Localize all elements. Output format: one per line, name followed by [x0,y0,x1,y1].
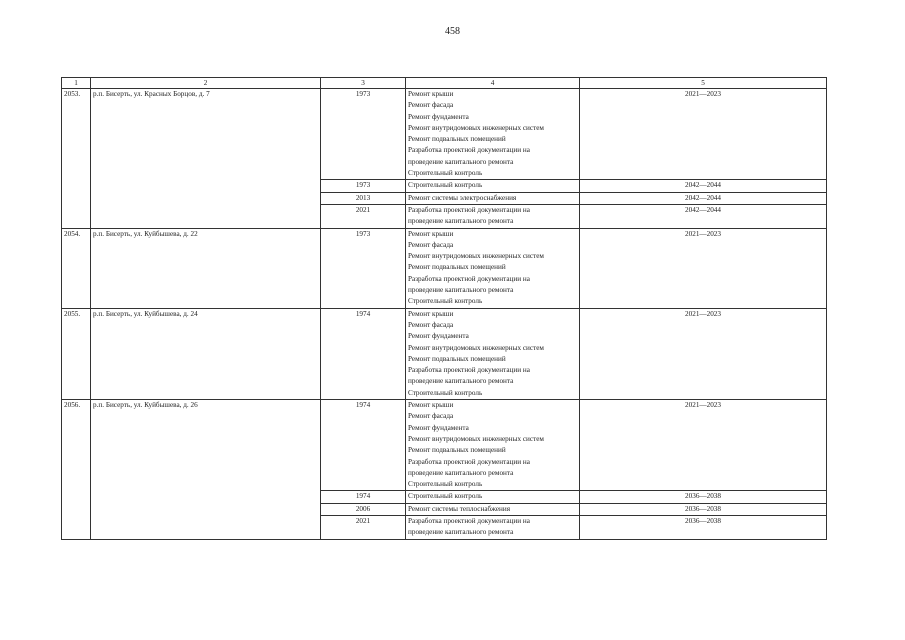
period-cell: 2036—2038 [580,491,827,503]
address-cell: р.п. Бисерть, ул. Куйбышева, д. 24 [91,308,321,399]
work-item: Ремонт системы теплоснабжения [408,504,511,513]
work-item: Ремонт внутридомовых инженерных систем [408,434,544,443]
work-item: Строительный контроль [408,297,483,306]
work-item: Разработка проектной документации на [408,146,530,155]
work-item: Ремонт фасада [408,240,454,249]
work-item: проведение капитального ремонта [408,468,514,477]
work-item: Разработка проектной документации на [408,205,530,214]
year-cell: 1973 [321,228,406,308]
works-cell [406,89,580,180]
column-header: 1 [62,78,91,89]
works-cell [406,204,580,228]
year-cell: 1974 [321,400,406,491]
work-item: Ремонт системы электроснабжения [408,193,517,202]
year-cell: 2021 [321,515,406,539]
period-cell: 2021—2023 [580,308,827,399]
year-cell: 2021 [321,204,406,228]
address-cell: р.п. Бисерть, ул. Куйбышева, д. 26 [91,400,321,540]
period-cell: 2036—2038 [580,503,827,515]
work-item: Разработка проектной документации на [408,516,530,525]
work-item: Ремонт подвальных помещений [408,263,506,272]
table-row [62,228,827,308]
work-item: Ремонт фундамента [408,112,469,121]
period-cell: 2021—2023 [580,228,827,308]
work-item: Разработка проектной документации на [408,366,530,375]
work-item: Ремонт внутридомовых инженерных систем [408,252,544,261]
works-cell [406,228,580,308]
year-cell: 2006 [321,503,406,515]
row-number-cell: 2054. [62,228,91,308]
work-item: Ремонт подвальных помещений [408,446,506,455]
table-row [62,308,827,399]
row-number-cell: 2055. [62,308,91,399]
work-item: Ремонт подвальных помещений [408,135,506,144]
works-cell [406,192,580,204]
period-cell: 2042—2044 [580,204,827,228]
page-number: 458 [445,26,460,37]
period-cell: 2042—2044 [580,180,827,192]
table-body [62,89,827,540]
column-header: 3 [321,78,406,89]
work-item: Ремонт внутридомовых инженерных систем [408,343,544,352]
works-cell [406,308,580,399]
period-cell: 2042—2044 [580,192,827,204]
work-item: Разработка проектной документации на [408,457,530,466]
column-header: 2 [91,78,321,89]
work-item: Строительный контроль [408,169,483,178]
row-number-cell: 2056. [62,400,91,540]
repair-schedule-table [61,77,827,540]
works-cell [406,180,580,192]
work-item: Ремонт фасада [408,320,454,329]
work-item: проведение капитального ремонта [408,157,514,166]
year-cell: 1974 [321,491,406,503]
table-row [62,89,827,180]
address-cell: р.п. Бисерть, ул. Красных Борцов, д. 7 [91,89,321,229]
work-item: Строительный контроль [408,492,483,501]
work-item: Ремонт фундамента [408,423,469,432]
work-item: Ремонт фасада [408,101,454,110]
year-cell: 2013 [321,192,406,204]
work-item: Ремонт фундамента [408,332,469,341]
work-item: Строительный контроль [408,480,483,489]
row-number-cell: 2053. [62,89,91,229]
work-item: Строительный контроль [408,388,483,397]
work-item: Ремонт крыши [408,309,454,318]
work-item: Ремонт крыши [408,90,454,98]
work-item: проведение капитального ремонта [408,528,514,537]
work-item: Ремонт фасада [408,412,454,421]
column-header: 4 [406,78,580,89]
work-item: Ремонт крыши [408,401,454,410]
work-item: проведение капитального ремонта [408,217,514,226]
period-cell: 2021—2023 [580,400,827,491]
table-row [62,400,827,491]
column-header: 5 [580,78,827,89]
works-cell [406,400,580,491]
address-cell: р.п. Бисерть, ул. Куйбышева, д. 22 [91,228,321,308]
year-cell: 1974 [321,308,406,399]
works-cell [406,491,580,503]
period-cell: 2036—2038 [580,515,827,539]
work-item: Строительный контроль [408,181,483,190]
work-item: Ремонт внутридомовых инженерных систем [408,123,544,132]
period-cell: 2021—2023 [580,89,827,180]
work-item: проведение капитального ремонта [408,377,514,386]
works-cell [406,503,580,515]
table-header-row [62,78,827,89]
work-item: Ремонт крыши [408,229,454,238]
work-item: проведение капитального ремонта [408,286,514,295]
work-item: Разработка проектной документации на [408,274,530,283]
year-cell: 1973 [321,89,406,180]
works-cell [406,515,580,539]
work-item: Ремонт подвальных помещений [408,354,506,363]
year-cell: 1973 [321,180,406,192]
